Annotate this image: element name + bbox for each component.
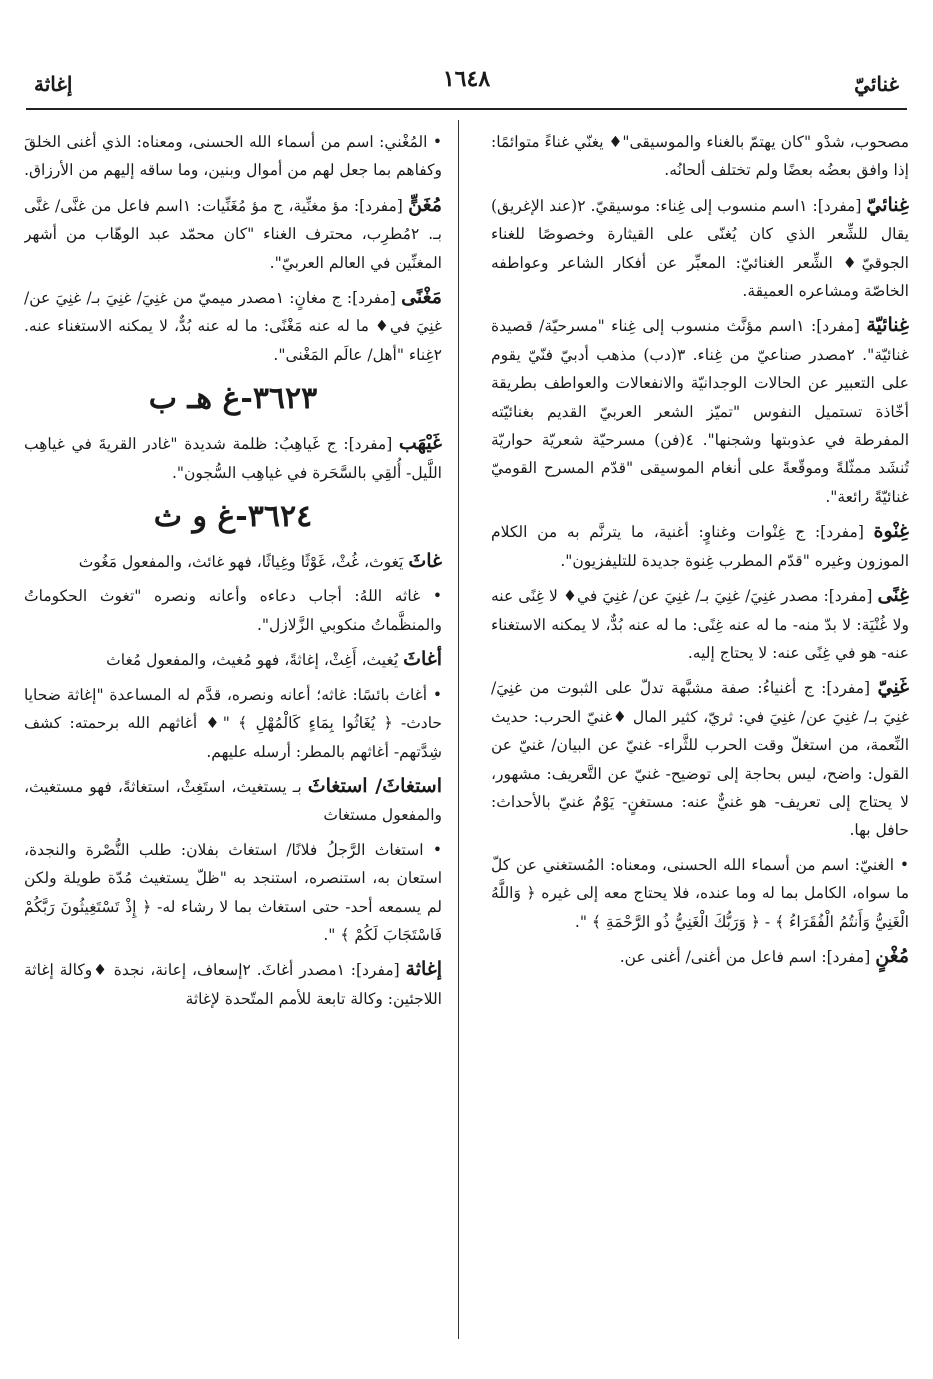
entry-headword: استغاثَ/ استغاثَ bbox=[307, 774, 442, 797]
dictionary-entry bbox=[24, 645, 442, 674]
dictionary-entry bbox=[491, 851, 909, 936]
dictionary-entry bbox=[24, 547, 442, 576]
left-column bbox=[24, 128, 442, 1348]
entry-headword: غَنِيّ bbox=[877, 676, 909, 699]
header-right-word: غنائيّ bbox=[854, 72, 899, 96]
dictionary-entry bbox=[24, 128, 442, 185]
entry-definition: [مفرد]: ج أغنياءُ: صفة مشبَّهة تدلّ على الثبوت من غنِيَ/ غنِيَ بـ/ غنِيَ عن/ غنِيَ في: ثريّ، كثير المال ♦غنيّ الحرب: حديث النِّعمة، من استغلّ وقت الحرب للثَّراء- غنيّ عن البيان/ غنيّ عن القول: واضح، ليس بحاجة إلى توضيح- غنيّ عن التَّعريف: مشهور، لا يحتاج إلى تعريف- هو غنيٌّ عنه: مستغنٍ- يَوْمٌ غنيّ بالأحداث: حافل بها. bbox=[491, 679, 909, 840]
entry-definition: بـ يستغيث، استَغِثْ، استغاثةً، فهو مستغيث، والمفعول مستغاث bbox=[24, 777, 442, 825]
dictionary-entry bbox=[491, 942, 909, 971]
page-header bbox=[28, 56, 905, 100]
entry-definition: • غاثه اللهُ: أجاب دعاءه وأعانه ونصره "تغوث الحكوماتُ والمنظَّماتُ منكوبي الزَّلازل". bbox=[24, 587, 442, 634]
root-heading: ٣٦٢٤-غ و ث bbox=[153, 499, 313, 535]
right-column bbox=[491, 128, 909, 1348]
entry-headword: غِنْوة bbox=[873, 520, 909, 543]
header-left-word: إغاثة bbox=[34, 72, 73, 96]
dictionary-entry bbox=[24, 191, 442, 277]
entry-definition: [مفرد]: مصدر غنِيَ/ غنِيَ بـ/ غنِيَ عن/ غنِيَ في♦ لا غِنًى عنه ولا غُنْيَة: لا بدّ منه- ما له عنه غِنًى: ما له عنه بُدٌّ، لا يمكنه الاستغناء عنه- هو في غِنًى عنه: لا يحتاج إليه. bbox=[491, 587, 909, 662]
entry-definition: [مفرد]: ١مصدر أغاثَ. ٢إسعاف، إعانة، نجدة ♦وكالة إغاثة اللاجئين: وكالة تابعة للأمم المتّحدة لإغاثة bbox=[24, 961, 442, 1008]
entry-definition: • الغنيّ: اسم من أسماء الله الحسنى، ومعناه: المُستغني عن كلّ ما سواه، الكامل بما له وما عنده، فلا يحتاج معه إلى غيره ﴿ وَاللَّهُ الْغَنِيُّ وَأَنتُمُ الْفُقَرَاءُ ﴾ - ﴿ وَرَبُّكَ الْغَنِيُّ ذُو الرَّحْمَةِ ﴾ ". bbox=[491, 855, 909, 931]
dictionary-entry bbox=[491, 128, 909, 185]
entry-headword: غِنائيّ bbox=[866, 193, 909, 216]
entry-definition: [مفرد]: ج مغانٍ: ١مصدر ميميّ من غنِيَ/ غنِيَ بـ/ غنِيَ عن/ غنِيَ في♦ ما له عنه مَغْنًى: ما له عنه بُدٌّ، لا يمكنه الاستغناء عنه. ٢غِناء "أهل/ عالَم المَغْنى". bbox=[24, 289, 442, 364]
entry-definition: [مفرد]: مؤ مغنِّية، ج مؤ مُغَنِّيات: ١اسم فاعل من غنَّى/ غنَّى بـ. ٢مُطرِب، محترف الغناء "كان محمّد عبد الوهّاب من أشهر المغنِّين في العالم العربيّ". bbox=[24, 196, 442, 272]
dictionary-entry bbox=[24, 681, 442, 766]
header-rule bbox=[26, 108, 907, 110]
column-divider bbox=[458, 120, 459, 1339]
entry-headword: مُغْنٍ bbox=[875, 944, 909, 967]
dictionary-entry bbox=[24, 955, 442, 1013]
entry-headword: غاثَ bbox=[408, 550, 442, 573]
root-heading: ٣٦٢٣-غ هـ ب bbox=[148, 381, 318, 417]
entry-headword: إغاثة bbox=[405, 958, 442, 981]
entry-definition: • المُغْني: اسم من أسماء الله الحسنى، ومعناه: الذي أغنى الخلقَ وكفاهم بما جعل لهم من أموال وبنين، وما ساقه إليهم من الأرزاق. bbox=[24, 133, 442, 180]
entry-headword: مُغَنٍّ bbox=[408, 193, 442, 216]
dictionary-entry bbox=[24, 283, 442, 369]
dictionary-entry bbox=[491, 581, 909, 667]
dictionary-entry bbox=[24, 772, 442, 830]
dictionary-entry bbox=[24, 836, 442, 950]
dictionary-entry bbox=[491, 517, 909, 575]
page-number: ١٦٤٨ bbox=[442, 66, 491, 92]
entry-headword: مَغْنًى bbox=[401, 286, 442, 309]
entry-definition: [مفرد]: ١اسم مؤنَّث منسوب إلى غِناء "مسرحيّة/ قصيدة غنائيّة". ٢مصدر صناعيّ من غِناء. ٣(دب) مذهب أدبيّ فنّيّ يقوم على التعبير عن الحالات الوجدانيّة والانفعالات والعواطف بطريقة أخّاذة تستميل النفوس "تميّز الشعر العربيّ القديم بغنائيّته المفرطة في عذوبتها وشجنها". ٤(فن) مسرحيّة شعريّة حواريّة تُنشَد ممثّلةً وموقّعةً على أنغام الموسيقى "قدّم المسرح القوميّ غنائيّةً رائعة". bbox=[491, 317, 909, 506]
entry-headword: غِنًى bbox=[877, 584, 909, 607]
entry-headword: غِنائيّة bbox=[866, 314, 909, 337]
entry-definition: • أغاث بائسًا: غاثه؛ أعانه ونصره، قدَّم له المساعدة "إغاثة ضحايا حادث- ﴿ يُغَاثُوا بِمَاءٍ كَالْمُهْلِ ﴾ "♦ أغاثهم الله برحمته: كشف شِدَّتهم- أغاثهم بالمطر: أرسله عليهم. bbox=[24, 685, 442, 761]
entry-definition: [مفرد]: اسم فاعل من أغنى/ أغنى عن. bbox=[619, 947, 876, 966]
dictionary-entry bbox=[24, 582, 442, 639]
entry-definition: [مفرد]: ج غَياهِبُ: ظلمة شديدة "غادر القريةَ في غياهِب اللَّيل- أُلقِي بالسَّحَرة في غياهِب السُّجون". bbox=[24, 435, 442, 482]
dictionary-entry bbox=[491, 673, 909, 844]
entry-definition: يُغيث، أَغِثْ، إغاثةً، فهو مُغيث، والمفعول مُغاث bbox=[106, 651, 404, 670]
entry-definition: • استغاث الرَّجلُ فلانًا/ استغاث بفلان: طلب النُّصْرة والنجدة، استعان به، استنصره، استنجد به "ظلّ يستغيث مُدّة طويلة ولكن لم يسمعه أحد- حتى استغاث بما لا رشاء له- ﴿ إِذْ تَسْتَغِيثُونَ رَبَّكُمْ فَاسْتَجَابَ لَكُمْ ﴾ ". bbox=[24, 840, 442, 944]
entry-headword: غَيْهَب bbox=[398, 432, 442, 455]
entry-headword: أغاثَ bbox=[403, 648, 442, 671]
entry-definition: [مفرد]: ١اسم منسوب إلى غِناء: موسيقيّ. ٢(عند الإغريق) يقال للشِّعر الذي كان يُغنّى على القيثارة وخصوصًا للغناء الجوقيّ♦ الشِّعر الغنائيّ: المعبِّر عن أفكار الشاعر وعواطفه الخاصّة ومشاعره العميقة. bbox=[491, 196, 909, 301]
dictionary-entry bbox=[24, 429, 442, 487]
dictionary-entry bbox=[491, 311, 909, 511]
entry-definition: يَغوث، غُثْ، غَوْثًا وغِياثًا، فهو غائث، والمفعول مَغُوث bbox=[78, 553, 409, 572]
entry-definition: مصحوب، شدْو "كان يهتمّ بالغناء والموسيقى"♦ يغنّي غناءً متوائمًا: إذا وافق بعضُه بعضًا ولم تختلف ألحانُه. bbox=[491, 133, 909, 180]
entry-definition: [مفرد]: ج غِنْوات وغناوٍ: أغنية، ما يترنَّم به من الكلام الموزون وغيره "قدّم المطرب غِنوة جديدة للتليفزيون". bbox=[491, 523, 909, 570]
dictionary-entry bbox=[491, 191, 909, 306]
